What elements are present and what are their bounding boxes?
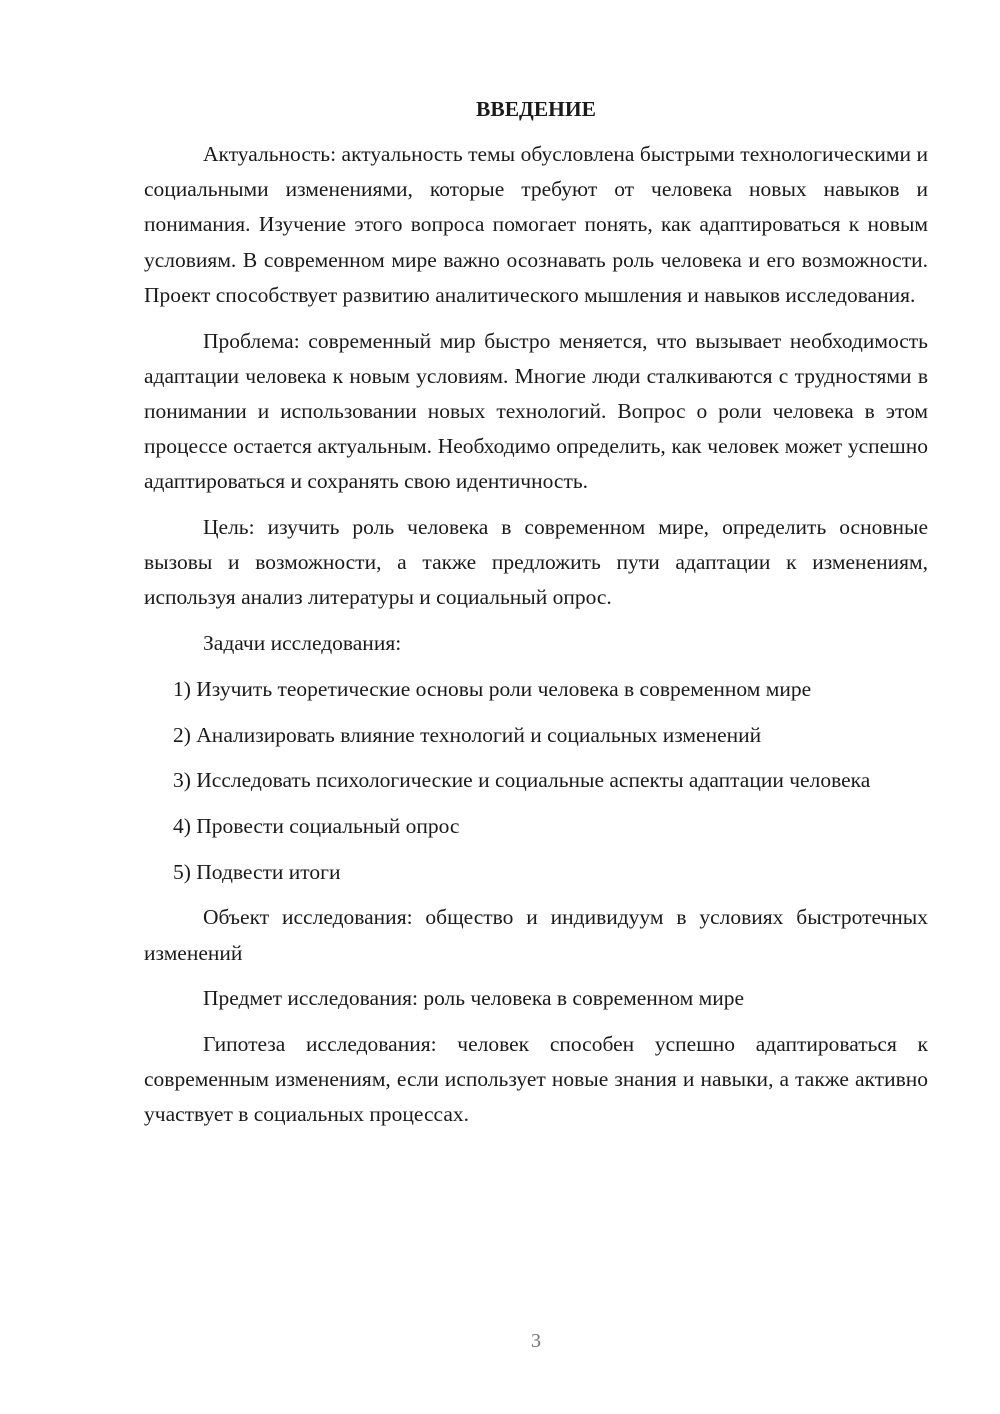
goal-paragraph: Цель: изучить роль человека в современном мире, определить основные вызовы и возможности, а также предложить пути адаптации к изменениям, используя анализ литературы и социальный опрос.	[144, 515, 928, 610]
object-paragraph: Объект исследования: общество и индивидуум в условиях быстротечных изменений	[144, 905, 928, 965]
document-page	[144, 92, 928, 1143]
hypothesis-paragraph: Гипотеза исследования: человек способен успешно адаптироваться к современным изменениям, если использует новые знания и навыки, а также активно участвует в социальных процессах.	[144, 1031, 928, 1127]
task-item-3: 3) Исследовать психологические и социальные аспекты адаптации человека	[173, 768, 871, 793]
subject-paragraph: Предмет исследования: роль человека в современном мире	[203, 986, 745, 1011]
task-item-1: 1) Изучить теоретические основы роли человека в современном мире	[173, 676, 812, 701]
tasks-heading: Задачи исследования:	[203, 631, 402, 656]
relevance-paragraph: Актуальность: актуальность темы обусловлена быстрыми технологическими и социальными изменениями, которые требуют от человека новых навыков и понимания. Изучение этого вопроса помогает понять, как адаптироваться к новым условиям. В современном мире важно осознавать роль человека и его возможности. Проект способствует развитию аналитического мышления и навыков исследования.	[144, 142, 928, 307]
task-item-5: 5) Подвести итоги	[173, 859, 341, 884]
task-item-4: 4) Провести социальный опрос	[173, 813, 460, 838]
page-number: 3	[531, 1330, 541, 1352]
section-title: ВВЕДЕНИЕ	[476, 97, 596, 121]
problem-paragraph: Проблема: современный мир быстро меняется, что вызывает необходимость адаптации человека к новым условиям. Многие люди сталкиваются с трудностями в понимании и использовании новых технологий. Вопрос о роли человека в этом процессе остается актуальным. Необходимо определить, как человек может успешно адаптироваться и сохранять свою идентичность.	[144, 328, 928, 494]
task-item-2: 2) Анализировать влияние технологий и социальных изменений	[173, 722, 762, 747]
